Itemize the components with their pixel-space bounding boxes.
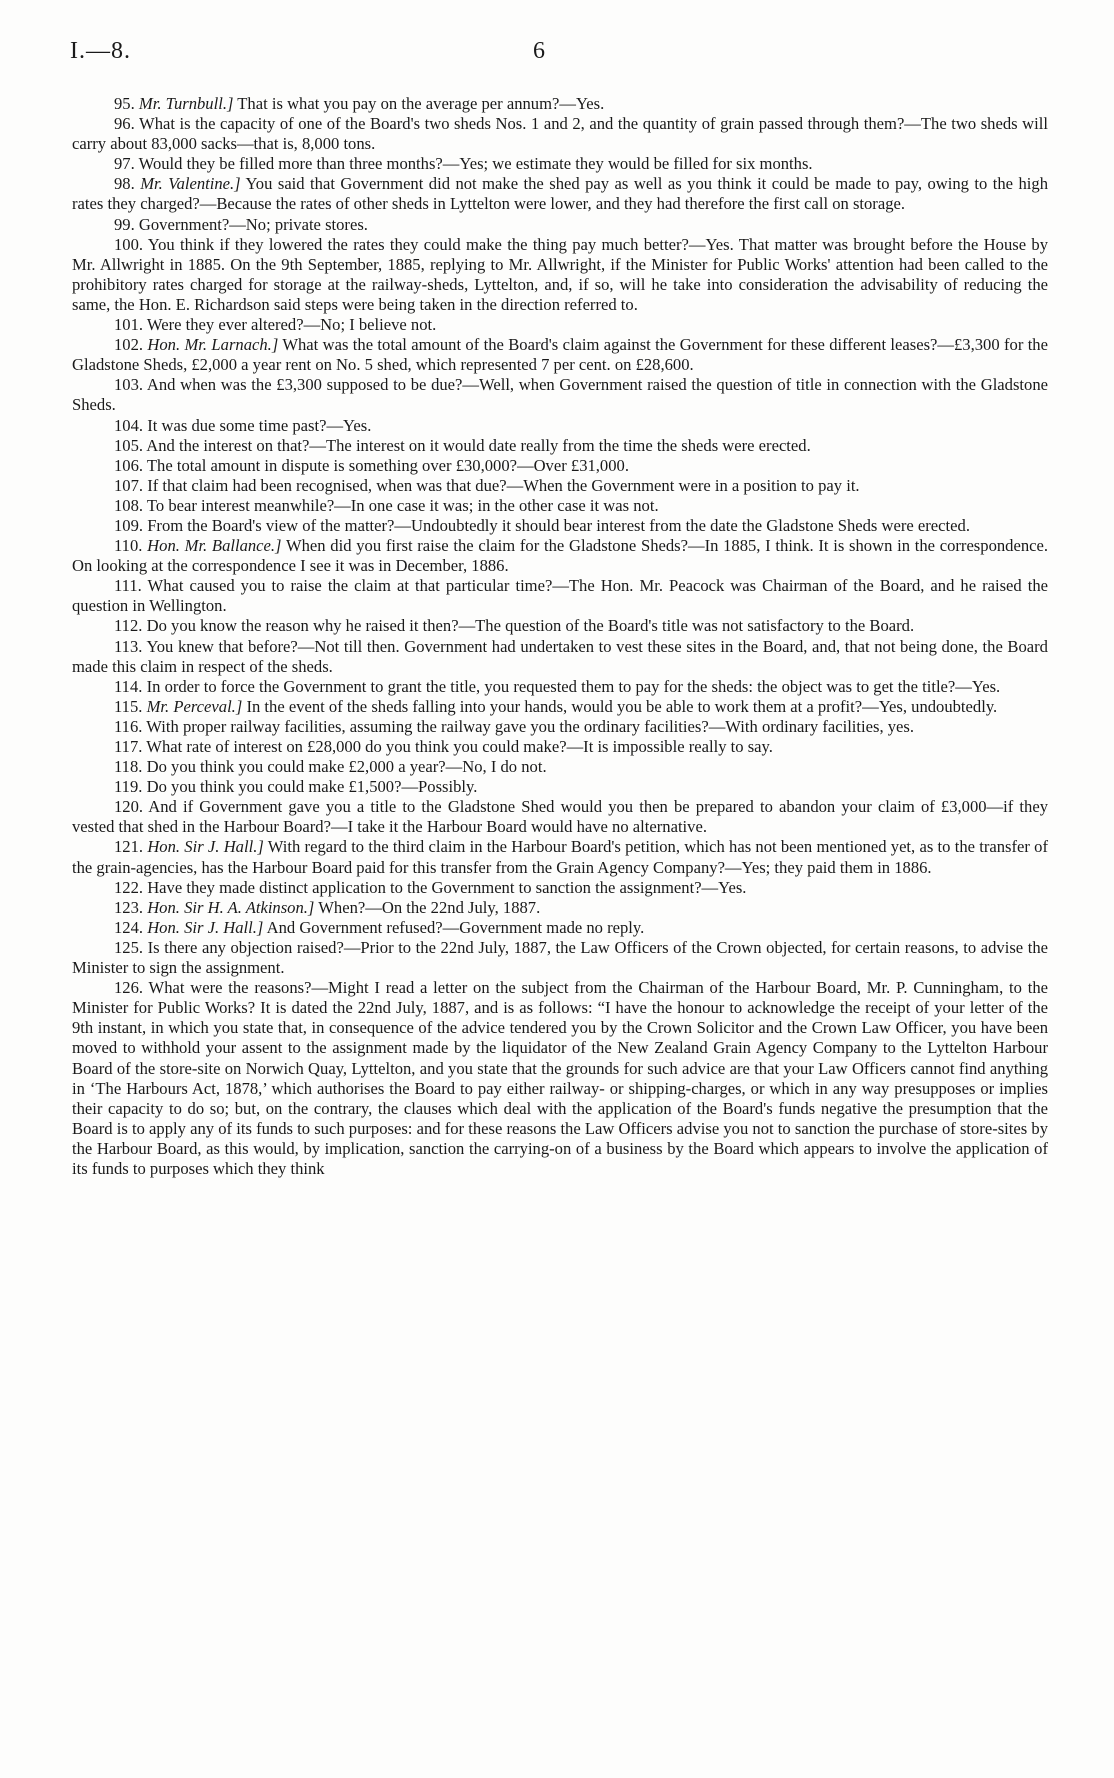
question-number: 111. <box>114 576 142 596</box>
testimony-paragraph <box>72 114 1048 154</box>
testimony-paragraph <box>72 737 1048 757</box>
question-number: 105. <box>114 435 144 455</box>
question-number: 112. <box>114 616 143 636</box>
question-number: 126. <box>114 978 144 998</box>
question-answer-text: With regard to the third claim in the Harbour Board's petition, which has not been mentioned yet, as to the transfer of the grain-agencies, has the Harbour Board paid for this transfer from the Grain Agency Company?—Yes; they paid them in 1886. <box>72 837 1048 877</box>
question-number: 103. <box>114 375 144 395</box>
testimony-paragraph <box>72 94 1048 114</box>
question-number: 97. <box>114 154 135 174</box>
question-number: 114. <box>114 676 143 696</box>
testimony-paragraph <box>72 637 1048 677</box>
testimony-paragraph <box>72 315 1048 335</box>
question-number: 116. <box>114 716 143 736</box>
testimony-paragraph <box>72 456 1048 476</box>
question-number: 119. <box>114 777 143 797</box>
question-number: 96. <box>114 114 135 134</box>
question-answer-text: Do you think you could make £1,500?—Possibly. <box>146 777 478 797</box>
speaker-name: Hon. Sir H. A. Atkinson.] <box>147 897 315 917</box>
question-number: 110. <box>114 536 143 556</box>
question-number: 120. <box>114 797 144 817</box>
document-body <box>72 94 1048 1179</box>
question-answer-text: When?—On the 22nd July, 1887. <box>318 897 541 917</box>
testimony-paragraph <box>72 174 1048 214</box>
question-answer-text: From the Board's view of the matter?—Undoubtedly it should bear interest from the date the Gladstone Sheds were erected. <box>147 515 970 535</box>
testimony-paragraph <box>72 757 1048 777</box>
question-number: 122. <box>114 877 144 897</box>
speaker-name: Hon. Mr. Ballance.] <box>147 536 282 556</box>
page-header <box>70 38 1046 72</box>
testimony-paragraph <box>72 878 1048 898</box>
testimony-paragraph <box>72 777 1048 797</box>
question-answer-text: And Government refused?—Government made no reply. <box>266 917 645 937</box>
speaker-name: Mr. Perceval.] <box>146 696 243 716</box>
question-number: 101. <box>114 315 144 335</box>
question-answer-text: And the interest on that?—The interest on it would date really from the time the sheds were erected. <box>146 435 811 455</box>
testimony-paragraph <box>72 717 1048 737</box>
question-number: 104. <box>114 415 144 435</box>
question-answer-text: And if Government gave you a title to the Gladstone Shed would you then be prepared to abandon your claim of £3,000—if they vested that shed in the Harbour Board?—I take it the Harbour Board would have no alternative. <box>72 797 1048 837</box>
testimony-paragraph <box>72 576 1048 616</box>
testimony-paragraph <box>72 677 1048 697</box>
speaker-name: Hon. Sir J. Hall.] <box>147 917 264 937</box>
question-number: 95. <box>114 94 135 113</box>
question-number: 98. <box>114 174 135 194</box>
question-answer-text: With proper railway facilities, assuming the railway gave you the ordinary facilities?—With ordinary facilities, yes. <box>146 716 915 736</box>
speaker-name: Hon. Sir J. Hall.] <box>147 837 264 857</box>
question-answer-text: In order to force the Government to grant the title, you requested them to pay for the sheds: the object was to get the title?—Yes. <box>146 676 1001 696</box>
testimony-paragraph <box>72 375 1048 415</box>
testimony-paragraph <box>72 898 1048 918</box>
question-answer-text: What is the capacity of one of the Board's two sheds Nos. 1 and 2, and the quantity of grain passed through them?—The two sheds will carry about 83,000 sacks—that is, 8,000 tons. <box>72 114 1048 154</box>
question-answer-text: It was due some time past?—Yes. <box>147 415 372 435</box>
testimony-paragraph <box>72 215 1048 235</box>
testimony-paragraph <box>72 536 1048 576</box>
testimony-paragraph <box>72 516 1048 536</box>
question-number: 113. <box>114 636 143 656</box>
testimony-paragraph <box>72 436 1048 456</box>
question-answer-text: Do you think you could make £2,000 a year?—No, I do not. <box>146 757 547 777</box>
question-number: 102. <box>114 335 144 355</box>
speaker-name: Mr. Turnbull.] <box>138 94 234 113</box>
testimony-paragraph <box>72 476 1048 496</box>
question-answer-text: What were the reasons?—Might I read a letter on the subject from the Chairman of the Harbour Board, Mr. P. Cunningham, to the Minister for Public Works? It is dated the 22nd July, 1887, and is as follows: “I have the honour to acknowledge the receipt of your letter of the 9th instant, in which you state that, in consequence of the advice tendered you by the Crown Solicitor and the Crown Law Officer, you have been moved to withhold your assent to the assignment made by the liquidator of the New Zealand Grain Agency Company to the Lyttelton Harbour Board of the store-site on Norwich Quay, Lyttelton, and you state that the grounds for such advice are that your Law Officers cannot find anything in ‘The Harbours Act, 1878,’ which authorises the Board to pay either railway- or shipping-charges, or which in any way presupposes or implies their capacity to do so; but, on the contrary, the clauses which deal with the application of the Board's funds negative the presumption that the Board is to apply any of its funds to such purposes: and for these reasons the Law Officers advise you not to sanction the purchase of store-sites by the Harbour Board, as this would, by implication, sanction the carrying-on of a business by the Board which appears to involve the application of its funds to purposes which they think <box>72 978 1048 1178</box>
testimony-paragraph <box>72 938 1048 978</box>
testimony-paragraph <box>72 697 1048 717</box>
document-reference: I.—8. <box>70 38 131 64</box>
question-number: 106. <box>114 455 144 475</box>
page-number: 6 <box>533 38 545 64</box>
question-number: 109. <box>114 515 144 535</box>
question-answer-text: You knew that before?—Not till then. Government had undertaken to vest these sites in the Board, and, that not being done, the Board made this claim in respect of the sheds. <box>72 636 1048 676</box>
question-answer-text: In the event of the sheds falling into your hands, would you be able to work them at a profit?—Yes, undoubtedly. <box>246 696 998 716</box>
question-answer-text: Government?—No; private stores. <box>138 214 368 234</box>
question-number: 100. <box>114 234 144 254</box>
question-answer-text: What rate of interest on £28,000 do you think you could make?—It is impossible really to say. <box>146 737 773 756</box>
testimony-paragraph <box>72 918 1048 938</box>
testimony-paragraph <box>72 837 1048 877</box>
speaker-name: Hon. Mr. Larnach.] <box>147 335 279 355</box>
question-answer-text: And when was the £3,300 supposed to be due?—Well, when Government raised the question of title in connection with the Gladstone Sheds. <box>72 375 1048 415</box>
question-answer-text: What caused you to raise the claim at that particular time?—The Hon. Mr. Peacock was Chairman of the Board, and he raised the question in Wellington. <box>72 576 1048 616</box>
question-answer-text: You think if they lowered the rates they could make the thing pay much better?—Yes. That matter was brought before the House by Mr. Allwright in 1885. On the 9th September, 1885, replying to Mr. Allwright, if the Minister for Public Works' attention had been called to the prohibitory rates charged for storage at the railway-sheds, Lyttelton, and, if so, will he take into consideration the advisability of reducing the same, the Hon. E. Richardson said steps were being taken in the direction referred to. <box>72 234 1048 314</box>
question-number: 121. <box>114 837 144 857</box>
question-number: 99. <box>114 214 135 234</box>
question-answer-text: When did you first raise the claim for the Gladstone Sheds?—In 1885, I think. It is shown in the correspondence. On looking at the correspondence I see it was in December, 1886. <box>72 536 1048 576</box>
question-number: 124. <box>114 917 144 937</box>
testimony-paragraph <box>72 416 1048 436</box>
testimony-paragraph <box>72 978 1048 1179</box>
question-answer-text: If that claim had been recognised, when was that due?—When the Government were in a position to pay it. <box>147 475 860 495</box>
speaker-name: Mr. Valentine.] <box>140 174 241 194</box>
question-number: 115. <box>114 696 143 716</box>
question-answer-text: That is what you pay on the average per annum?—Yes. <box>237 94 605 113</box>
testimony-paragraph <box>72 616 1048 636</box>
testimony-paragraph <box>72 335 1048 375</box>
question-answer-text: The total amount in dispute is something over £30,000?—Over £31,000. <box>146 455 629 475</box>
testimony-paragraph <box>72 235 1048 315</box>
question-answer-text: To bear interest meanwhile?—In one case it was; in the other case it was not. <box>146 495 659 515</box>
testimony-paragraph <box>72 496 1048 516</box>
question-answer-text: Would they be filled more than three months?—Yes; we estimate they would be filled for six months. <box>138 154 813 174</box>
question-answer-text: You said that Government did not make the shed pay as well as you think it could be made to pay, owing to the high rates they charged?—Because the rates of other sheds in Lyttelton were lower, and they had therefore the first call on storage. <box>72 174 1048 214</box>
question-answer-text: Were they ever altered?—No; I believe not. <box>146 315 437 335</box>
question-answer-text: Have they made distinct application to the Government to sanction the assignment?—Yes. <box>147 877 747 897</box>
question-number: 118. <box>114 757 143 777</box>
testimony-paragraph <box>72 797 1048 837</box>
question-answer-text: Is there any objection raised?—Prior to the 22nd July, 1887, the Law Officers of the Crown objected, for certain reasons, to advise the Minister to sign the assignment. <box>72 937 1048 978</box>
testimony-paragraph <box>72 154 1048 174</box>
question-answer-text: What was the total amount of the Board's claim against the Government for these different leases?—£3,300 for the Gladstone Sheds, £2,000 a year rent on No. 5 shed, which represented 7 per cent. on £28,600. <box>72 335 1048 375</box>
question-answer-text: Do you know the reason why he raised it then?—The question of the Board's title was not satisfactory to the Board. <box>146 616 915 636</box>
question-number: 125. <box>114 937 144 957</box>
question-number: 107. <box>114 475 144 495</box>
question-number: 117. <box>114 737 143 756</box>
question-number: 108. <box>114 495 144 515</box>
question-number: 123. <box>114 897 144 917</box>
